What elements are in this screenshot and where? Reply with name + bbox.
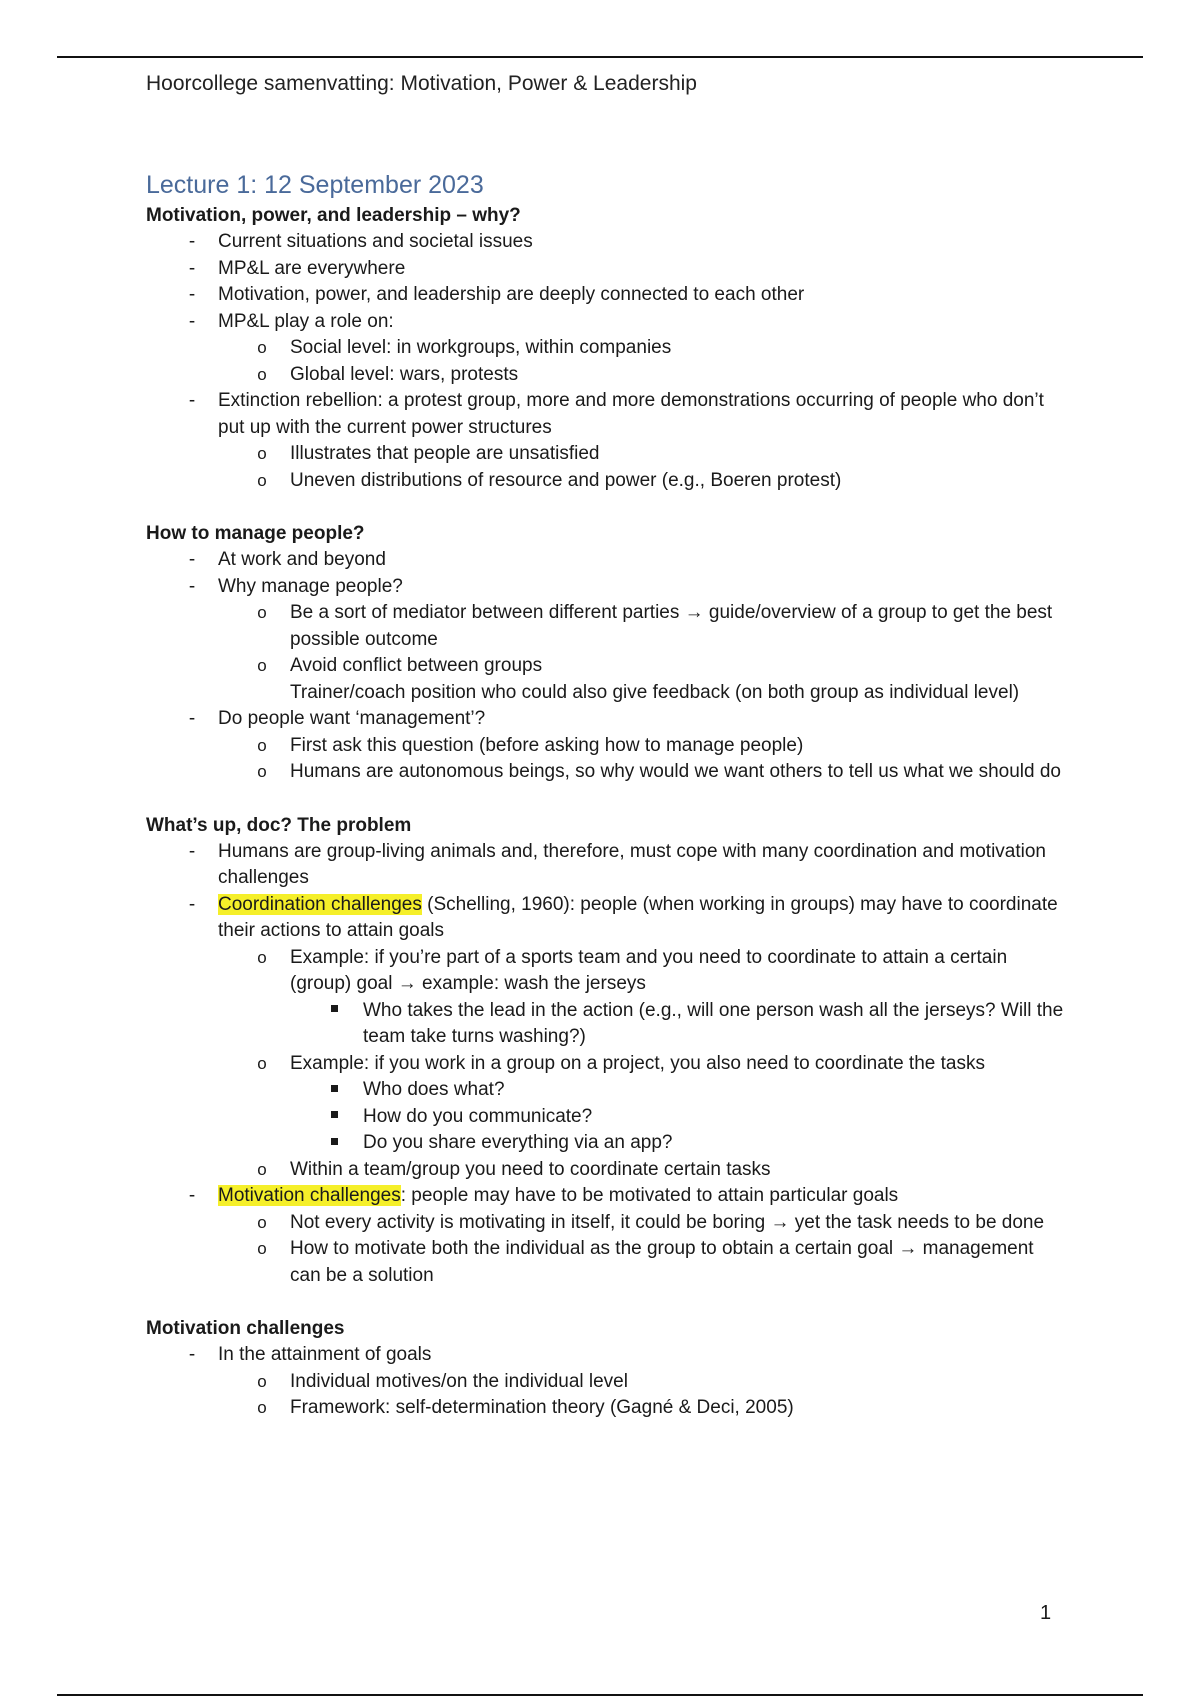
circle-bullet: o [257,1239,267,1258]
dash-bullet: - [188,1344,196,1365]
square-bullet [324,1077,344,1104]
dash-bullet: - [188,549,196,570]
sub-list-item: o Framework: self-determination theory (Gagné & Deci, 2005) [146,1395,1066,1422]
top-rule [57,56,1143,58]
list-item: - MP&L play a role on: [146,309,1066,336]
dash-bullet: - [188,708,196,729]
sub-list-item: o Be a sort of mediator between different parties → guide/overview of a group to get the best possible outcome [146,600,1066,653]
highlighted-term: Coordination challenges [218,893,422,915]
circle-bullet: o [257,1159,267,1179]
highlighted-term: Motivation challenges [218,1185,401,1206]
sub-list-item: o Humans are autonomous beings, so why would we want others to tell us what we should do [146,759,1066,786]
list-item: - Extinction rebellion: a protest group, more and more demonstrations occurring of people who don’t put up with the current power structures [146,388,1066,441]
sub-list-item: o First ask this question (before asking how to manage people) [146,733,1066,760]
list-item: - Current situations and societal issues [146,229,1066,256]
sub-list-item: o Social level: in workgroups, within companies [146,335,1066,362]
sub-list-item: o Example: if you’re part of a sports team and you need to coordinate to attain a certain (group) goal → example: wash the jerseys [146,945,1066,998]
sub-list-item: o Individual motives/on the individual level [146,1369,1066,1396]
sub-list-item: o Illustrates that people are unsatisfied [146,441,1066,468]
section-heading: Motivation, power, and leadership – why? [146,205,521,226]
list-item: - Why manage people? [146,574,1066,601]
list-item: - At work and beyond [146,547,1066,574]
sub-list-item: o Within a team/group you need to coordinate certain tasks [146,1157,1066,1184]
list-item: - MP&L are everywhere [146,256,1066,283]
dash-bullet: - [188,893,196,915]
circle-bullet: o [257,1053,267,1073]
square-bullet [324,998,344,1025]
lecture-title: Lecture 1: 12 September 2023 [146,171,484,199]
section-heading: Motivation challenges [146,1318,345,1339]
circle-bullet: o [257,1371,267,1391]
sub-sub-list-item: Who takes the lead in the action (e.g., will one person wash all the jerseys? Will the team take turns washing?) [146,998,1066,1051]
circle-bullet: o [257,603,267,622]
sub-list-item: o Avoid conflict between groups [146,653,1066,680]
dash-bullet: - [188,284,196,305]
page-number: 1 [1040,1602,1052,1624]
dash-bullet: - [188,840,196,862]
dash-bullet: - [188,575,196,597]
section-heading: How to manage people? [146,523,365,544]
sub-sub-list-item: Who does what? [146,1077,1066,1104]
section-heading: What’s up, doc? The problem [146,814,412,836]
circle-bullet: o [257,735,267,755]
square-bullet [324,1130,344,1157]
sub-list-item: o Uneven distributions of resource and power (e.g., Boeren protest) [146,468,1066,495]
sub-list-item: o Global level: wars, protests [146,362,1066,389]
sub-sub-list-item: Do you share everything via an app? [146,1130,1066,1157]
circle-bullet: o [257,656,267,675]
sub-list-continuation: Trainer/coach position who could also give feedback (on both group as individual level) [290,681,1020,703]
bottom-rule [57,1694,1143,1696]
list-item: - Motivation, power, and leadership are deeply connected to each other [146,282,1066,309]
list-item: - Humans are group-living animals and, therefore, must cope with many coordination and motivation challenges [146,839,1066,892]
sub-list-item: o How to motivate both the individual as the group to obtain a certain goal → management can be a solution [146,1236,1066,1289]
circle-bullet: o [257,470,267,490]
circle-bullet: o [257,1212,267,1232]
circle-bullet: o [257,444,267,463]
circle-bullet: o [257,1398,267,1417]
circle-bullet: o [257,338,267,357]
square-bullet [324,1104,344,1131]
dash-bullet: - [188,257,196,279]
dash-bullet: - [188,231,196,252]
list-item: - Coordination challenges (Schelling, 1960): people (when working in groups) may have to coordinate their actions to attain goals [146,892,1066,945]
circle-bullet: o [257,762,267,781]
dash-bullet: - [188,390,196,411]
list-item: - Do people want ‘management’? [146,706,1066,733]
circle-bullet: o [257,947,267,967]
dash-bullet: - [188,310,196,332]
page-header: Hoorcollege samenvatting: Motivation, Power & Leadership [146,72,697,95]
document-body [146,168,1066,1422]
list-item: - In the attainment of goals [146,1342,1066,1369]
list-item: - Motivation challenges: people may have to be motivated to attain particular goals [146,1183,1066,1210]
sub-sub-list-item: How do you communicate? [146,1104,1066,1131]
circle-bullet: o [257,364,267,384]
sub-list-item: o Not every activity is motivating in itself, it could be boring → yet the task needs to be done [146,1210,1066,1237]
dash-bullet: - [188,1185,196,1206]
sub-list-item: o Example: if you work in a group on a project, you also need to coordinate the tasks [146,1051,1066,1078]
